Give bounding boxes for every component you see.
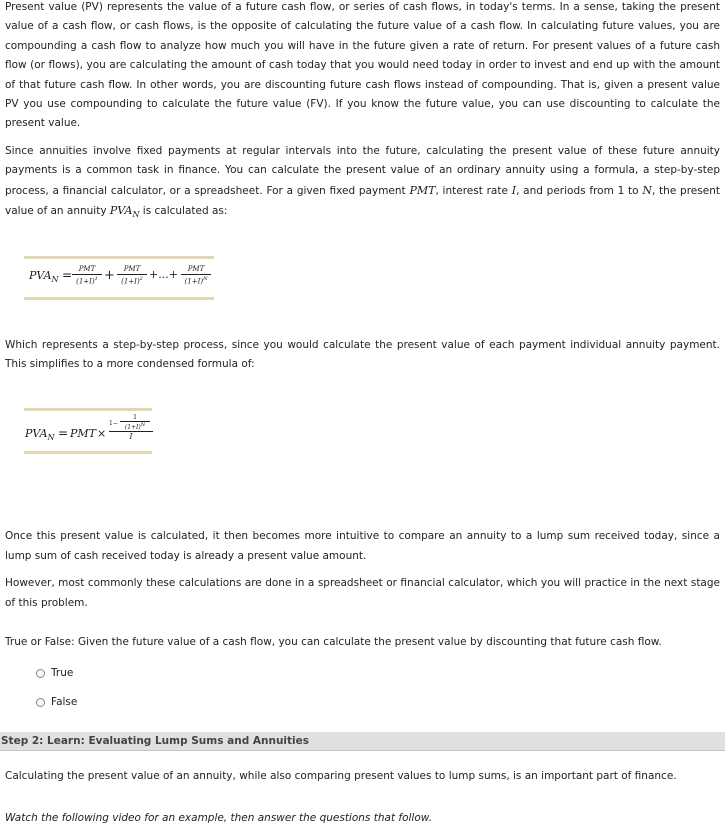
- formula2-times: ×: [97, 427, 107, 441]
- formula1-term-1: PMT $(1+I)^1$: [72, 265, 102, 286]
- intro-p2-pva-sub: N: [132, 210, 140, 220]
- formula2-lhs: $PVA_N$: [25, 427, 55, 443]
- step2-paragraph: Calculating the present value of an annuity, while also comparing present values to lump sums, is an important part of finance.: [5, 770, 677, 783]
- step2-header: Step 2: Learn: Evaluating Lump Sums and Annuities: [0, 732, 725, 751]
- formula1-term-3: PMT $(1+I)^N$: [181, 265, 211, 286]
- annuity-formula-condensed: [24, 408, 152, 454]
- formula2-equals: =: [58, 426, 69, 441]
- intro-p2-text-e: is calculated as:: [139, 205, 228, 218]
- formula1-ellipsis: +...+: [149, 267, 178, 281]
- formula1-equals: =: [62, 267, 73, 282]
- question-text: True or False: Given the future value of a cash flow, you can calculate the present value by discounting that future cash flow.: [5, 636, 662, 648]
- intro-p2-text-c: , and periods from 1 to: [516, 184, 643, 197]
- intro-p2-text-d: , the present value of an annuity: [5, 184, 720, 218]
- intro-p2-pmt: PMT: [409, 183, 436, 197]
- option-false[interactable]: [36, 695, 720, 709]
- watch-video-instruction: Watch the following video for an example, then answer the questions that follow.: [5, 811, 433, 824]
- formula2-fraction: 1− 1 $(1+I)^N$ I: [109, 415, 153, 441]
- radio-true[interactable]: [36, 669, 45, 678]
- formula2-pmt: PMT: [70, 427, 97, 441]
- annuity-formula-expanded: [24, 256, 214, 300]
- option-true[interactable]: [36, 666, 720, 680]
- lump-sum-paragraph: Once this present value is calculated, it then becomes more intuitive to compare an annuity to a lump sum received today, since a lump sum of cash received today is already a present value amount.: [5, 530, 720, 562]
- step-by-step-paragraph: Which represents a step-by-step process, since you would calculate the present value of each payment individual annuity payment. This simplifies to a more condensed formula of:: [5, 338, 720, 370]
- intro-p2-text-a: Since annuities involve fixed payments at regular intervals into the future, calculating the present value of these future annuity payments is a common task in finance. You can calculate the present value of an ordinary annuity using a formula, a step-by-step process, a financial calculator, or a spreadsheet. For a given fixed payment: [5, 144, 720, 197]
- intro-paragraph-2: [5, 142, 720, 225]
- formula1-term-2: PMT $(1+I)^2$: [117, 265, 147, 286]
- formula1-plus: +: [104, 267, 115, 283]
- intro-p2-n: N: [642, 183, 652, 197]
- intro-paragraph-1: Present value (PV) represents the value of a future cash flow, or series of cash flows, in today's terms. In a sense, taking the present value of a cash flow, or cash flows, is the opposite of calculating the future value of a cash flow. In calculating future values, you are compounding a cash flow to analyze how much you will have in the future given a rate of return. For present values of a future cash flow (or flows), you are calculating the amount of cash today that you would need today in order to invest and end up with the amount of that future cash flow. In other words, you are discounting future cash flows instead of compounding. That is, given a present value PV you use compounding to calculate the future value (FV). If you know the future value, you can use discounting to calculate the present value.: [5, 1, 720, 130]
- intro-p2-i: I: [511, 183, 517, 197]
- intro-p2-pva: PVA: [109, 204, 133, 218]
- option-true-label[interactable]: True: [51, 667, 74, 680]
- radio-false[interactable]: [36, 698, 45, 707]
- intro-p2-text-b: , interest rate: [435, 184, 512, 197]
- option-false-label[interactable]: False: [51, 696, 78, 709]
- spreadsheet-paragraph: However, most commonly these calculations are done in a spreadsheet or financial calculator, which you will practice in the next stage of this problem.: [5, 577, 720, 609]
- formula1-lhs: $PVA_N$: [29, 268, 59, 284]
